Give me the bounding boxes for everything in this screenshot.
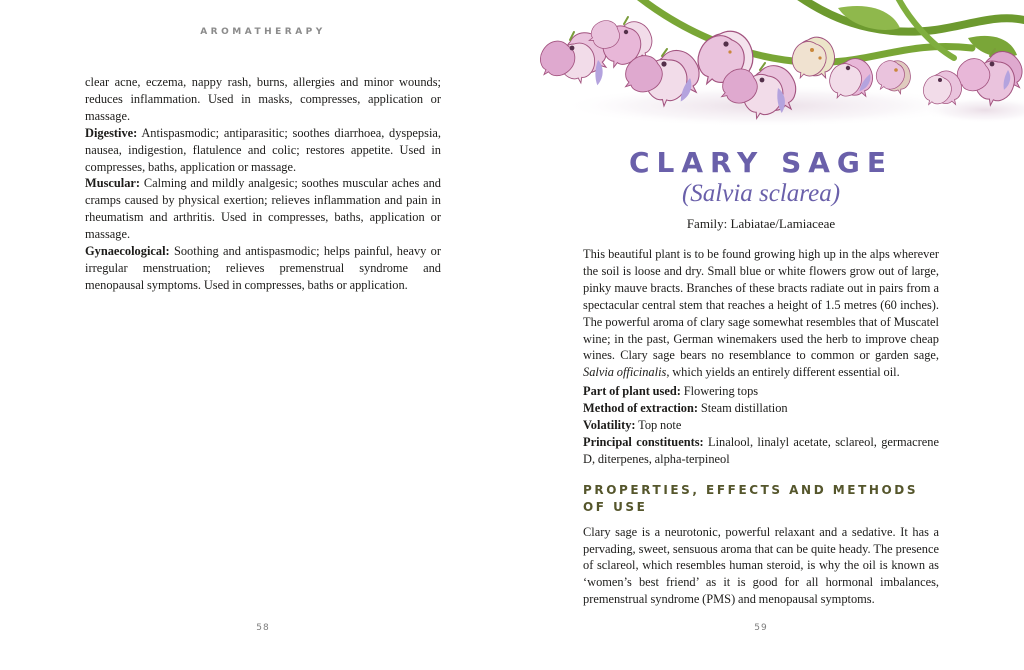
paragraph-text: Antispasmodic; antiparasitic; soothes diarrhoea, dyspepsia, nausea, indigestion, flatulence and colic; restores appetite. Used in compresses, baths, application or massage. xyxy=(85,125,441,174)
page-number: 59 xyxy=(754,623,768,633)
family-line: Family: Labiatae/Lamiaceae xyxy=(686,216,836,231)
detail-line xyxy=(583,434,939,468)
page-number: 58 xyxy=(256,623,270,633)
body-paragraph xyxy=(85,125,441,176)
details-block xyxy=(583,383,939,468)
right-page-body xyxy=(583,246,939,608)
paragraph-text: clear acne, eczema, nappy rash, burns, allergies and minor wounds; reduces inflammation. Used in masks, compresses, application or massage. xyxy=(85,75,441,123)
latin-name: (Salvia sclarea) xyxy=(681,180,841,207)
detail-label: Principal constituents: xyxy=(583,434,704,449)
detail-value: Linalool, linalyl acetate, sclareol, germacrene D, diterpenes, alpha-terpineol xyxy=(583,434,939,466)
paragraph-text: Calming and mildly analgesic; soothes muscular aches and cramps caused by physical exertion; relieves inflammation and pain in rheumatism and arthritis. Used in compresses, baths, application or massage. xyxy=(85,176,441,242)
body-paragraph xyxy=(85,175,441,243)
paragraph-label: Gynaecological: xyxy=(85,244,170,259)
detail-line xyxy=(583,417,939,434)
latin-term: Salvia officinalis xyxy=(583,365,667,380)
detail-line xyxy=(583,400,939,417)
running-header: AROMATHERAPY xyxy=(200,27,326,37)
paragraph-text: , which yields an entirely different essential oil. xyxy=(666,365,900,380)
paragraph-label: Muscular: xyxy=(85,176,141,191)
detail-label: Part of plant used: xyxy=(583,384,681,399)
detail-label: Method of extraction: xyxy=(583,401,699,416)
chapter-title: CLARY SAGE xyxy=(628,146,894,179)
clary-sage-photo xyxy=(540,0,1024,140)
detail-label: Volatility: xyxy=(583,418,636,433)
detail-line xyxy=(583,383,939,400)
section-paragraph: Clary sage is a neurotonic, powerful relaxant and a sedative. It has a pervading, sweet, sensuous aroma that can be quite heady. The presence of sclareol, which resembles human steroid, is why the oil is known as ‘women’s best friend’ as it is good for all hormonal imbalances, premenstrual syndrome (PMS) and menopausal symptoms. xyxy=(583,524,939,607)
left-page-body xyxy=(85,74,441,294)
detail-value: Top note xyxy=(638,418,682,433)
paragraph-text: This beautiful plant is to be found growing high up in the alps wherever the soil is loose and dry. Small blue or white flowers grow out of large, pinky mauve bracts. Branches of these bracts radiate out in pairs from a spectacular central stem that reaches a height of 1.5 metres (60 inches). The powerful aroma of clary sage somewhat resembles that of Muscatel wine; in the past, German winemakers used the herb to improve cheap wines. Clary sage bears no resemblance to common or garden sage, xyxy=(583,247,939,363)
paragraph-label: Digestive: xyxy=(85,125,138,140)
intro-paragraph xyxy=(583,246,939,381)
section-heading: PROPERTIES, EFFECTS AND METHODS OF USE xyxy=(583,482,919,514)
body-paragraph xyxy=(85,243,441,294)
body-paragraph xyxy=(85,74,441,125)
paragraph-text: Soothing and antispasmodic; helps painful, heavy or irregular menstruation; relieves premenstrual syndrome and menopausal symptoms. Used in compresses, baths or application. xyxy=(85,244,441,292)
detail-value: Flowering tops xyxy=(683,384,759,399)
detail-value: Steam distillation xyxy=(700,401,788,416)
